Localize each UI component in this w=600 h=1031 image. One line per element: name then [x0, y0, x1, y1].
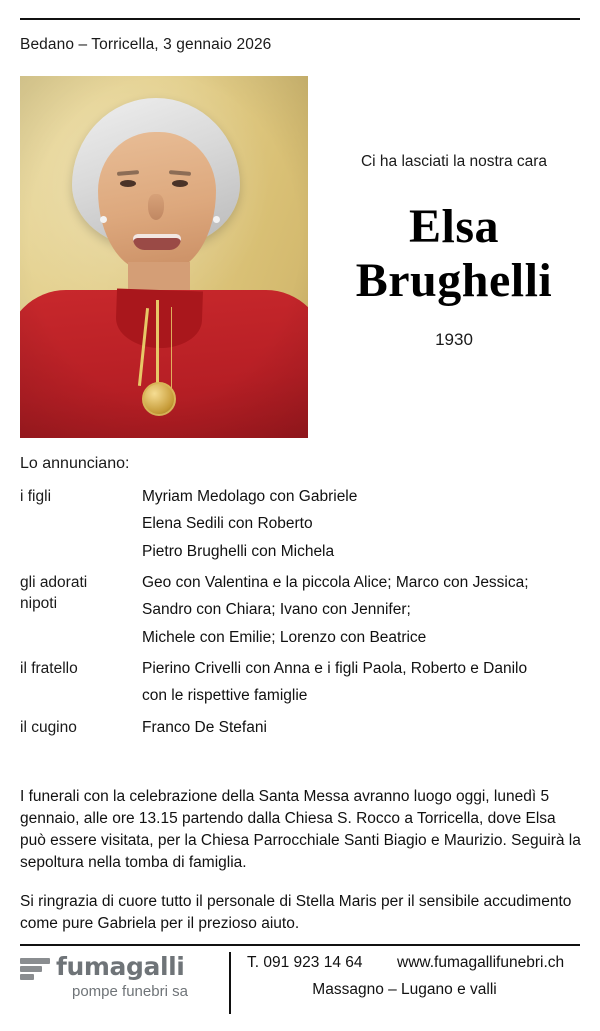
relation-names	[142, 658, 580, 708]
birth-year: 1930	[435, 329, 473, 349]
contact-website[interactable]: www.fumagallifunebri.ch	[397, 954, 565, 971]
relation-name: Elena Sedili con Roberto	[142, 515, 313, 533]
footer-contact	[247, 952, 580, 999]
survivors-section	[20, 455, 580, 748]
relation-row	[20, 486, 580, 563]
relation-row	[20, 658, 580, 708]
relation-name: Myriam Medolago con Gabriele	[142, 488, 358, 505]
service-paragraph: I funerali con la celebrazione della Santa Messa avranno luogo oggi, lunedì 5 gennaio, alle ore 13.15 partendo dalla Chiesa S. Rocco a Torricella, dove Elsa può essere visitata, per la Chiesa Parrocchiale Santi Biagio e Maurizio. Seguirà la sepoltura nella tomba di famiglia.	[20, 788, 581, 872]
relation-label: il fratello	[20, 659, 78, 677]
logo-wordmark: fumagalli	[56, 952, 185, 981]
thanks-paragraph: Si ringrazia di cuore tutto il personale di Stella Maris per il sensibile accudimento come pure Gabriela per il prezioso aiuto.	[20, 892, 572, 932]
relation-name: Sandro con Chiara; Ivano con Jennifer;	[142, 601, 411, 619]
relation-names	[142, 717, 580, 739]
relation-names	[142, 486, 580, 563]
hero-text	[328, 76, 580, 350]
footer-vertical-divider	[229, 952, 231, 1014]
hero-section	[20, 76, 580, 444]
photo-vignette	[20, 76, 308, 438]
relation-label	[20, 572, 142, 649]
relation-row	[20, 717, 580, 739]
contact-service-areas: Massagno – Lugano e valli	[312, 981, 497, 998]
relation-names	[142, 572, 580, 649]
relation-row	[20, 572, 580, 649]
contact-phone[interactable]: T. 091 923 14 64	[247, 954, 363, 971]
relation-name: Franco De Stefani	[142, 718, 267, 736]
footer-divider	[20, 944, 580, 946]
deceased-first-name: Elsa	[408, 200, 500, 254]
relation-label: i figli	[20, 488, 52, 505]
relation-name: Pierino Crivelli con Anna e i figli Paola, Roberto e Danilo	[142, 659, 528, 677]
deceased-name	[328, 200, 580, 308]
relation-label-line: gli adorati	[20, 573, 88, 591]
logo-tagline: pompe funebri sa	[72, 983, 188, 1000]
relation-label: il cugino	[20, 718, 77, 736]
relation-name: Geo con Valentina e la piccola Alice; Marco con Jessica;	[142, 573, 529, 591]
relation-label-line: nipoti	[20, 595, 58, 613]
service-details	[20, 786, 582, 951]
location-date: Bedano – Torricella, 3 gennaio 2026	[20, 36, 272, 53]
contact-primary-line	[247, 954, 580, 972]
relation-name: con le rispettive famiglie	[142, 687, 308, 705]
top-divider	[20, 18, 580, 20]
announcement-kicker: Ci ha lasciati la nostra cara	[360, 153, 548, 170]
portrait-photo	[20, 76, 308, 438]
deceased-last-name: Brughelli	[355, 253, 553, 307]
announce-lead: Lo annunciano:	[20, 455, 130, 472]
stripes-icon	[20, 958, 50, 980]
footer	[20, 952, 580, 1014]
relation-name: Michele con Emilie; Lorenzo con Beatrice	[142, 628, 427, 646]
relation-name: Pietro Brughelli con Michela	[142, 542, 335, 560]
